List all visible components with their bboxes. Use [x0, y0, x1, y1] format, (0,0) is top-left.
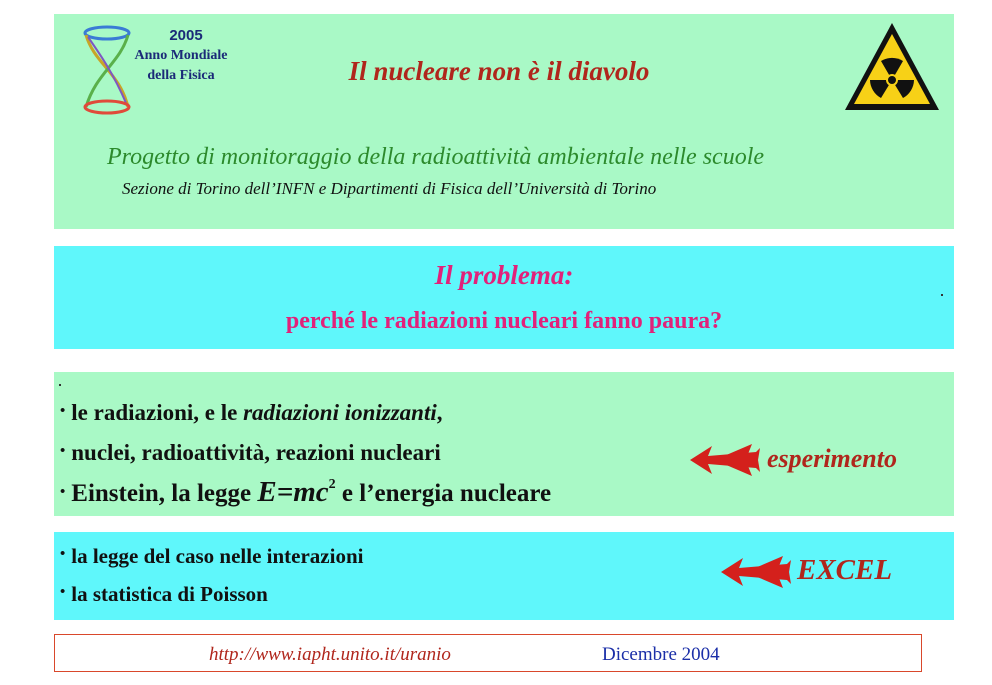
arrow-left-icon[interactable]	[717, 552, 793, 592]
bullet-icon: •	[60, 546, 66, 562]
formula-emc: E=mc	[257, 476, 329, 508]
stats-text: la legge del caso nelle interazioni	[71, 544, 364, 568]
logo-line-1: Anno Mondiale	[134, 48, 228, 63]
formula-exponent: 2	[328, 477, 336, 492]
stats-item-chance	[60, 544, 363, 569]
topic-item-nuclei	[60, 440, 441, 466]
topic-text: ,	[436, 400, 443, 425]
anno-mondiale-fisica-logo	[74, 23, 234, 115]
topic-emphasis: radiazioni ionizzanti	[243, 400, 437, 425]
topic-text: nuclei, radioattività, reazioni nucleari	[71, 440, 441, 465]
stats-item-poisson	[60, 582, 268, 607]
problem-panel	[54, 246, 954, 349]
header-panel	[54, 14, 954, 229]
esperimento-link[interactable]: esperimento	[767, 444, 897, 473]
stats-text: la statistica di Poisson	[71, 582, 268, 606]
topic-item-radiations	[60, 400, 443, 426]
excel-link[interactable]: EXCEL	[797, 554, 893, 586]
project-subtitle: Progetto di monitoraggio della radioattività ambientale nelle scuole	[107, 144, 765, 170]
logo-year: 2005	[169, 27, 203, 44]
radiation-warning-icon	[842, 20, 942, 116]
arrow-left-icon[interactable]	[686, 440, 762, 480]
bullet-icon: •	[60, 403, 66, 419]
topic-text: Einstein, la legge	[71, 480, 258, 507]
topics-panel	[54, 372, 954, 516]
topic-text: le radiazioni, e le	[71, 400, 244, 425]
problem-title: Il problema:	[434, 260, 574, 290]
footer-date: Dicembre 2004	[602, 644, 720, 665]
bullet-icon: •	[60, 584, 66, 600]
problem-question: perché le radiazioni nucleari fanno paura?	[285, 308, 723, 334]
stray-dot	[59, 384, 61, 386]
bullet-icon: •	[60, 443, 66, 459]
footer-url-link[interactable]: http://www.iapht.unito.it/uranio	[209, 644, 451, 665]
topic-item-einstein	[60, 476, 551, 509]
stats-panel	[54, 532, 954, 620]
footer-bar	[54, 634, 922, 672]
bullet-icon: •	[60, 484, 66, 500]
page-title: Il nucleare non è il diavolo	[348, 56, 650, 86]
stray-dot	[941, 294, 943, 296]
topic-text: e l’energia nucleare	[335, 480, 552, 507]
institution-subtitle: Sezione di Torino dell’INFN e Dipartimenti di Fisica dell’Università di Torino	[122, 179, 657, 198]
logo-line-2: della Fisica	[147, 68, 215, 83]
